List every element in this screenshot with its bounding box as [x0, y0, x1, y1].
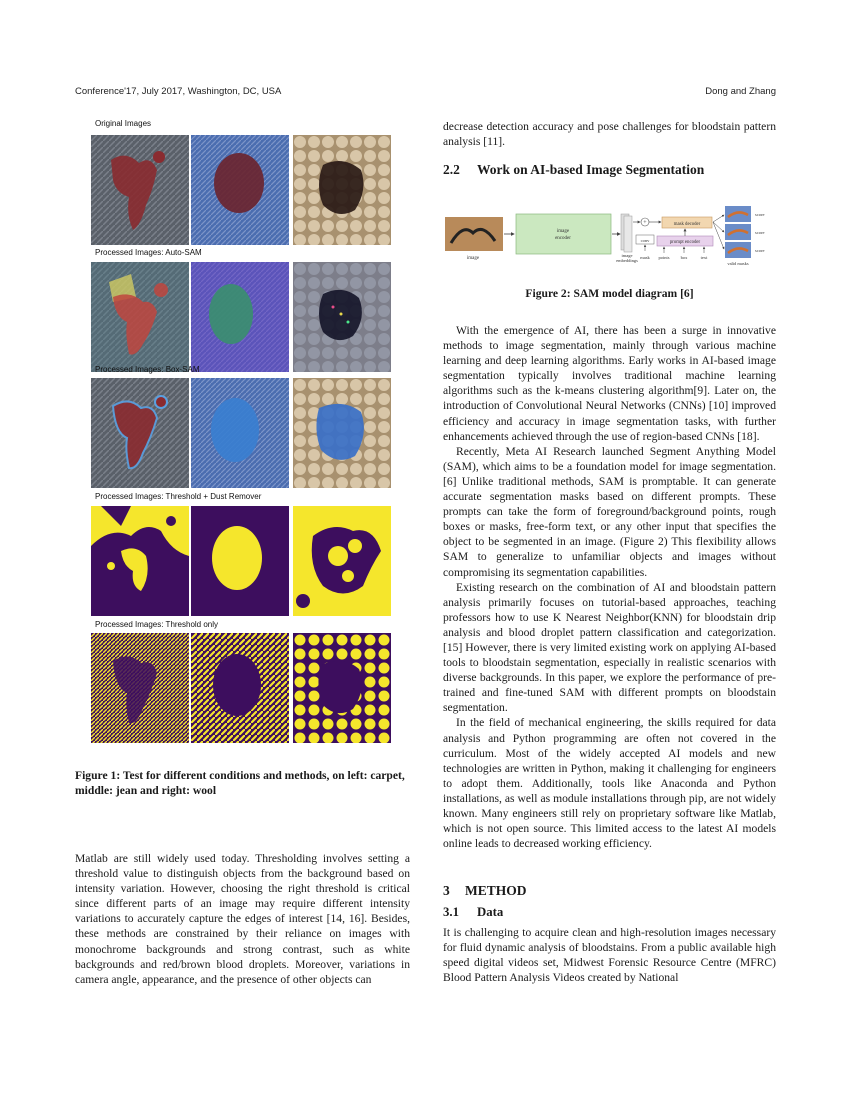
header-authors: Dong and Zhang: [705, 86, 776, 97]
paragraph-mechanical-engineering: In the field of mechanical engineering, the skills required for data analysis and Python programming are often not covered in the curriculum. Most of the widely accepted AI models and new technologies are written in Python, making it challenging for engineers to adopt them. Additionally, tools like Anaconda and Python installations, as well as module installations through pip, are not widely known. Many engineers still rely on proprietary software like Matlab, which is not open source. This limited access to the latest AI models online leads to decreased working efficiency.: [443, 716, 776, 851]
wool-auto-sam-image: [293, 262, 391, 372]
paragraph-ai-history: With the emergence of AI, there has been a surge in innovative methods to image segmentation, mainly through various machine learning and deep learning algorithms. Early works in AI-based image segmentation typically involves traditional machine learning algorithms such as the k-means clustering algorithm[9]. Later on, the introduction of Convolutional Neural Networks (CNNs) [10] improved efficiency and accuracy in image segmentation tasks, with further enhancements achieved through the use of region-based CNNs [18].: [443, 324, 776, 443]
image-embeddings-stack: [621, 214, 632, 252]
running-header: [75, 86, 776, 100]
panel-row-box-sam: [91, 378, 391, 488]
section-number: 2.2: [443, 162, 460, 177]
input-image: [445, 217, 503, 251]
figure-1-caption: Figure 1: Test for different conditions and methods, on left: carpet, middle: jean and right: wool: [75, 769, 405, 797]
paragraph-existing-research: Existing research on the combination of AI and bloodstain pattern analysis primarily focuses on tutorial-based approaches, teaching professors how to use K Nearest Neighbor(KNN) for bloodstain drip analysis and blood droplet pattern classification and categorization. [15] However, there is very limited existing work on applying AI-based tools to bloodstain segmentation, especially in realistic scenarios with diverse backgrounds. In this paper, we explore the performance of pre-trained and fine-tuned SAM with different prompts on bloodstain segmentation.: [443, 580, 776, 715]
score-label-1: score: [755, 212, 765, 217]
jean-box-sam-image: [191, 378, 289, 488]
right-column-body: [443, 323, 776, 851]
panel-row-threshold-only: [91, 633, 391, 743]
wool-box-sam-image: [293, 378, 391, 488]
panel-label-auto-sam: Processed Images: Auto-SAM: [95, 248, 202, 257]
figure-2-caption: Figure 2: SAM model diagram [6]: [525, 287, 694, 300]
jean-original-image: [191, 135, 289, 245]
carpet-box-sam-image: [91, 378, 189, 488]
jean-threshold-dust-image: [191, 506, 289, 616]
panel-label-original: Original Images: [95, 119, 152, 128]
wool-original-image: [293, 135, 391, 245]
image-embeddings-label-line2: embeddings: [616, 258, 638, 263]
figure-2-diagram: [443, 203, 776, 275]
section-2-2-heading: [443, 162, 704, 178]
paragraph-data: It is challenging to acquire clean and high-resolution images necessary for fluid dynamic analysis of bloodstains. From a public available high speed digital videos set, Midwest Forensic Resource Centre (MFRC) Blood Pattern Analysis Videos created by National: [443, 926, 776, 985]
panel-row-threshold-dust: [91, 506, 391, 616]
image-encoder-label-line1: image: [556, 229, 570, 234]
carpet-threshold-only-image: [91, 633, 189, 743]
intro-paragraph: decrease detection accuracy and pose challenges for bloodstain pattern analysis [11].: [443, 120, 776, 149]
prompt-text-label: text: [700, 255, 708, 260]
panel-label-threshold-dust: Processed Images: Threshold + Dust Remover: [95, 492, 262, 501]
prompt-encoder-label: prompt encoder: [669, 240, 701, 245]
conv-label: conv: [640, 238, 650, 243]
subsection-number: 3.1: [443, 905, 459, 919]
panel-row-original: [91, 135, 391, 245]
right-column-intro: [443, 119, 776, 149]
carpet-threshold-dust-image: [91, 506, 189, 616]
image-embeddings-label-line1: image: [621, 253, 633, 258]
prompt-points-label: points: [658, 255, 670, 260]
mask-decoder-label: mask decoder: [673, 222, 701, 227]
jean-auto-sam-image: [191, 262, 289, 372]
score-label-2: score: [755, 230, 765, 235]
valid-masks-label: valid masks: [727, 261, 749, 266]
panel-label-threshold-only: Processed Images: Threshold only: [95, 620, 219, 629]
subsection-title: Data: [477, 905, 504, 919]
panel-row-auto-sam: [91, 262, 391, 372]
wool-threshold-dust-image: [293, 506, 391, 616]
jean-threshold-only-image: [191, 633, 289, 743]
carpet-original-image: [91, 135, 189, 245]
header-venue: Conference'17, July 2017, Washington, DC, USA: [75, 86, 282, 97]
section-title: Work on AI-based Image Segmentation: [477, 162, 705, 177]
score-label-3: score: [755, 248, 765, 253]
section-title: METHOD: [465, 883, 527, 898]
right-column-data-section: [443, 925, 776, 985]
output-masks: [725, 206, 751, 258]
image-encoder-box: [516, 214, 611, 254]
section-number: 3: [443, 883, 450, 898]
section-3-heading: [443, 883, 527, 899]
paragraph-sam: Recently, Meta AI Research launched Segment Anything Model (SAM), which aims to be a foundation model for image segmentation. [6] Unlike traditional methods, SAM is promptable. It can generate accurate segmentation masks based on different prompts. These prompts can take the form of foreground/background points, rough boxes or masks, free-form text, or any other input that specifies the object to be segmented in an image. (Figure 2) This flexibility allows SAM to generalize to unfamiliar objects and images without compromising its segmentation capabilities.: [443, 444, 776, 579]
wool-threshold-only-image: [293, 633, 391, 743]
left-paragraph: Matlab are still widely used today. Thresholding involves setting a threshold value to distinguish objects from the background based on intensity variation. However, choosing the right threshold is critical since different parts of an image may require different intensity variations to accurately capture the edges of interest [14, 16]. Besides, these methods are constrained by their reliance on images with monochrome backgrounds and strong contrast, such as white backgrounds and red/brown blood droplets. Moreover, variations in camera angle, appearance, and the presence of other objects can: [75, 852, 410, 986]
add-node-symbol: +: [643, 220, 647, 226]
carpet-auto-sam-image: [91, 262, 189, 372]
prompt-mask-label: mask: [640, 255, 650, 260]
panel-label-box-sam: Processed Images: Box-SAM: [95, 365, 200, 374]
image-encoder-label-line2: encoder: [555, 236, 571, 241]
input-image-label: image: [466, 256, 480, 261]
section-3-1-heading: [443, 905, 503, 920]
figure-1: [91, 115, 391, 753]
prompt-box-label: box: [680, 255, 688, 260]
left-column: [75, 851, 410, 987]
